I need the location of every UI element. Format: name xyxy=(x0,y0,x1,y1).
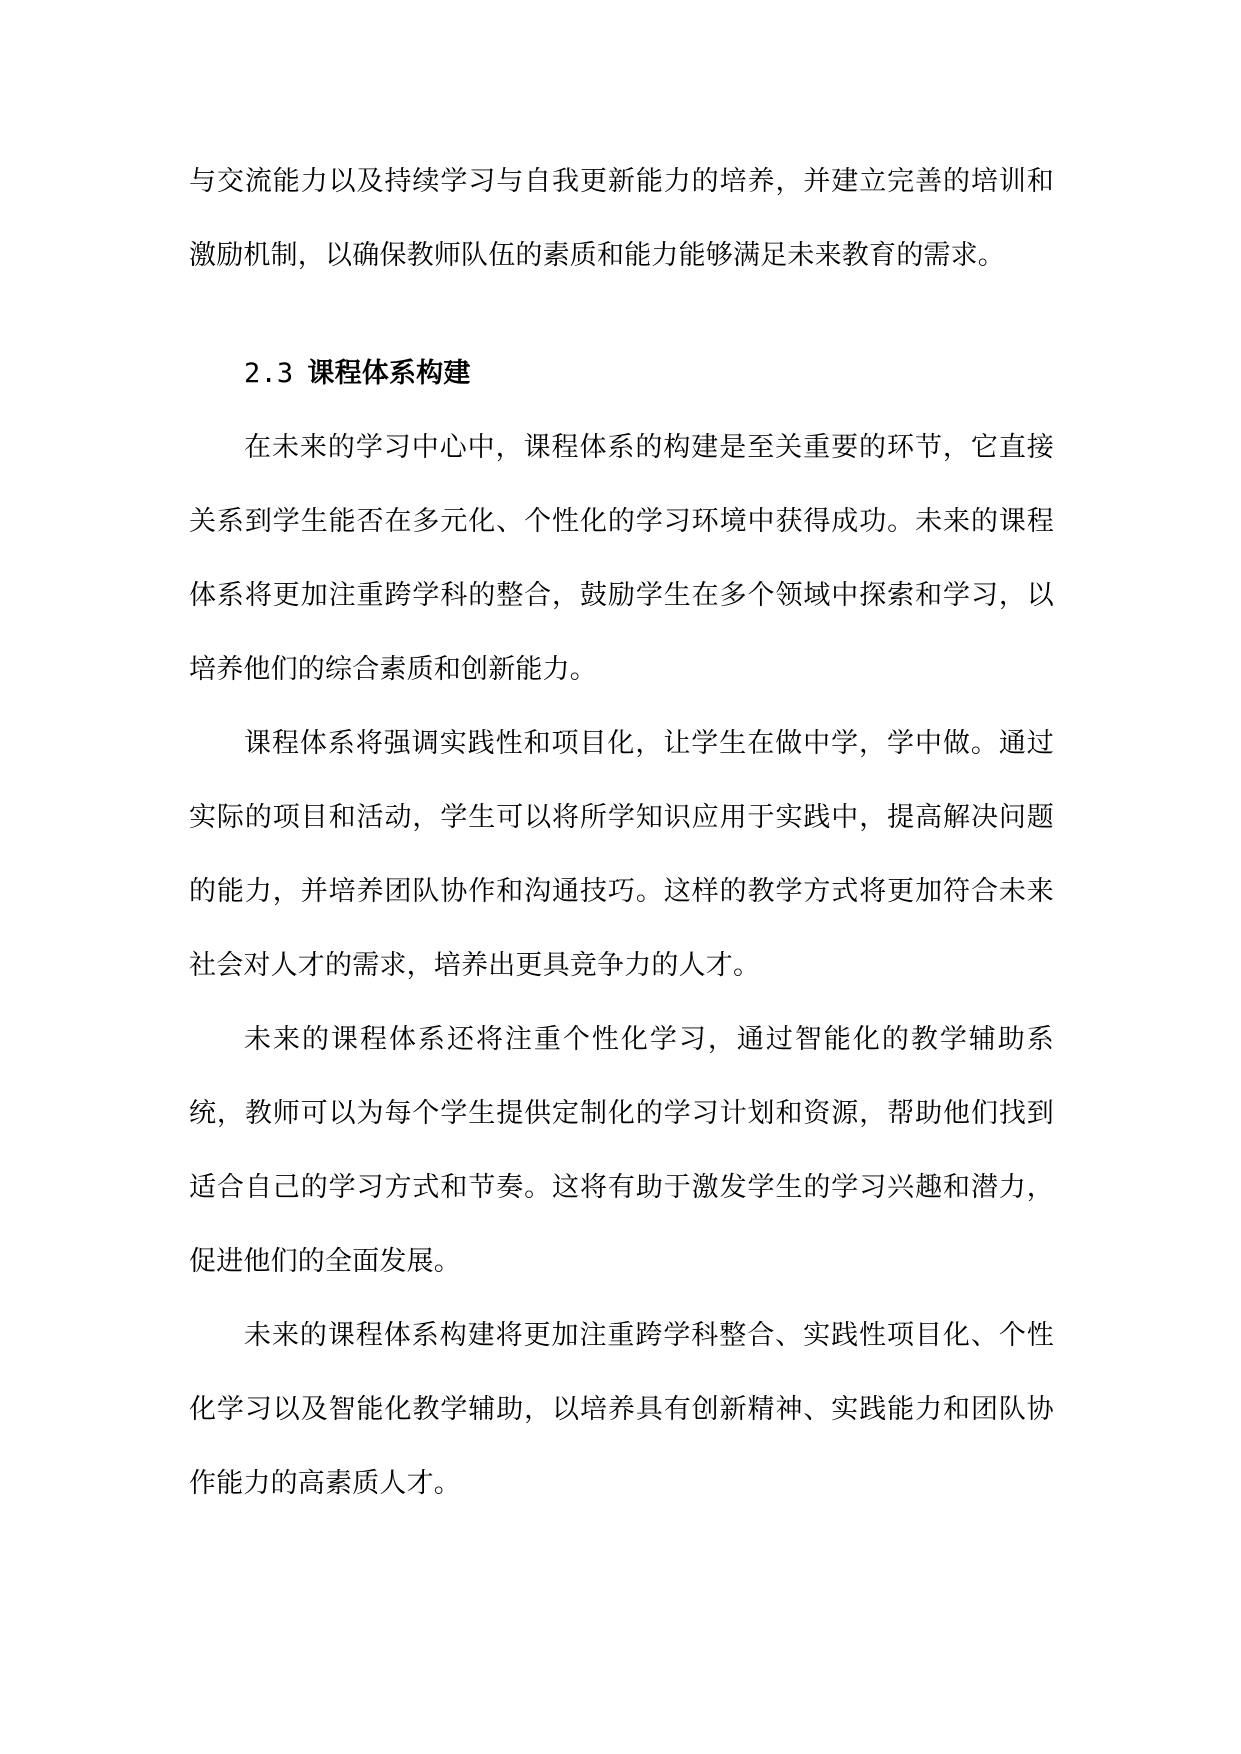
section-heading xyxy=(244,337,1054,411)
body-paragraph: 课程体系将强调实践性和项目化，让学生在做中学，学中做。通过实际的项目和活动，学生可以将所学知识应用于实践中，提高解决问题的能力，并培养团队协作和沟通技巧。这样的教学方式将更加符合未来社会对人才的需求，培养出更具竞争力的人才。 xyxy=(189,728,1054,981)
document-body xyxy=(189,145,1054,1521)
body-paragraph: 未来的课程体系构建将更加注重跨学科整合、实践性项目化、个性化学习以及智能化教学辅助，以培养具有创新精神、实践能力和团队协作能力的高素质人才。 xyxy=(189,1320,1054,1499)
continuation-paragraph: 与交流能力以及持续学习与自我更新能力的培养，并建立完善的培训和激励机制，以确保教师队伍的素质和能力能够满足未来教育的需求。 xyxy=(189,166,1054,271)
section-number: 2.3 xyxy=(244,358,294,389)
body-paragraph: 未来的课程体系还将注重个性化学习，通过智能化的教学辅助系统，教师可以为每个学生提供定制化的学习计划和资源，帮助他们找到适合自己的学习方式和节奏。这将有助于激发学生的学习兴趣和潜力，促进他们的全面发展。 xyxy=(189,1024,1054,1277)
body-paragraph: 在未来的学习中心中，课程体系的构建是至关重要的环节，它直接关系到学生能否在多元化、个性化的学习环境中获得成功。未来的课程体系将更加注重跨学科的整合，鼓励学生在多个领域中探索和学习，以培养他们的综合素质和创新能力。 xyxy=(189,432,1054,685)
section-title: 课程体系构建 xyxy=(307,358,471,389)
